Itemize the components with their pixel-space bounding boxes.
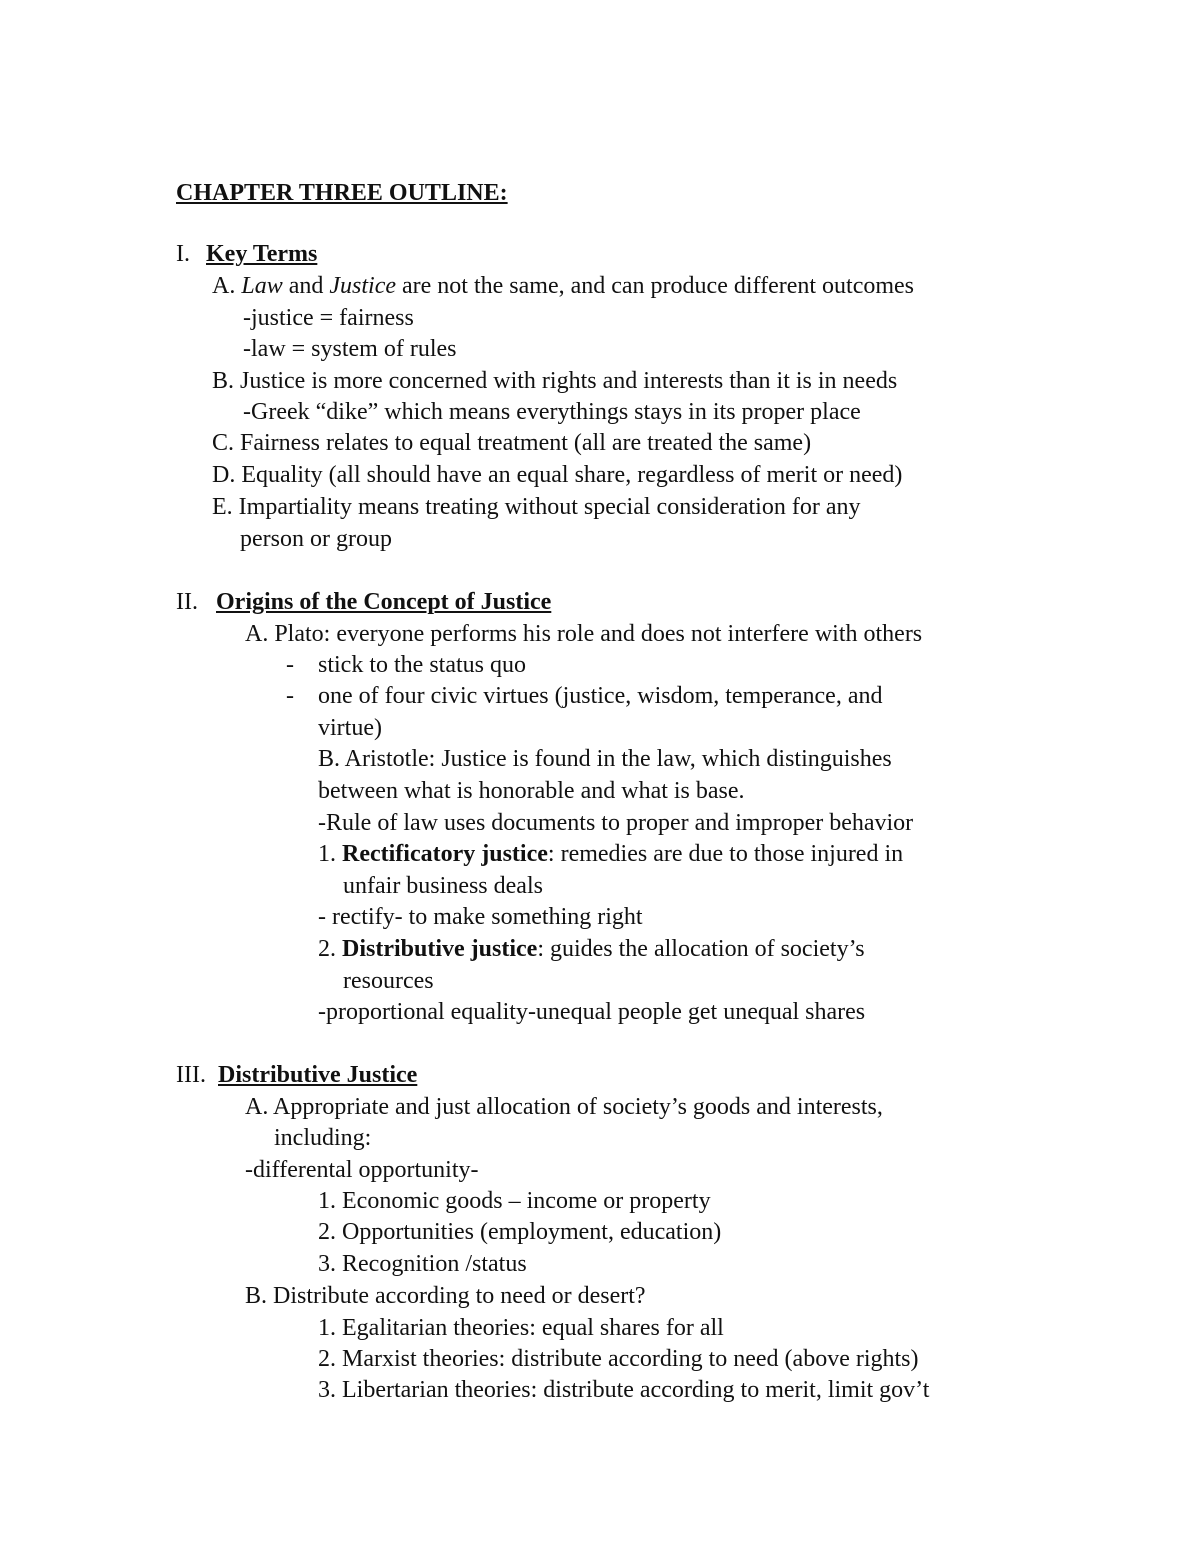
section-3-number: III. [176, 1062, 206, 1088]
s1-item-b: B. Justice is more concerned with rights and interests than it is in needs [212, 368, 898, 394]
s3-a-num-1: 1. Economic goods – income or property [318, 1188, 711, 1214]
section-1-heading: Key Terms [206, 241, 318, 267]
s1-item-a-and: and [282, 273, 330, 299]
s2-num-2 [318, 933, 865, 965]
s1-a-sub-2: -law = system of rules [243, 336, 457, 362]
section-3-heading: Distributive Justice [218, 1062, 418, 1088]
s1-term-law: Law [241, 273, 283, 299]
s3-a-num-2: 2. Opportunities (employment, education) [318, 1219, 722, 1245]
s2-b-sub-1: -Rule of law uses documents to proper and improper behavior [318, 810, 914, 836]
page-title: CHAPTER THREE OUTLINE: [176, 180, 508, 206]
s2-num-1-prefix: 1. [318, 841, 342, 867]
s2-a-dash-1: - [286, 652, 294, 678]
s2-a-sub-2-line-2: virtue) [318, 715, 382, 741]
s2-num-2-rest: : guides the allocation of society’s [537, 936, 865, 962]
s2-item-b-line-1: B. Aristotle: Justice is found in the law, which distinguishes [318, 746, 892, 772]
s1-term-justice: Justice [329, 273, 396, 299]
s2-num-2-prefix: 2. [318, 936, 342, 962]
s3-item-b: B. Distribute according to need or desert? [245, 1283, 646, 1309]
section-2-heading: Origins of the Concept of Justice [216, 589, 552, 615]
s2-a-sub-1: stick to the status quo [318, 652, 526, 678]
s2-item-a: A. Plato: everyone performs his role and does not interfere with others [245, 621, 923, 647]
s2-num-1-sub: - rectify- to make something right [318, 904, 643, 930]
s2-num-2-cont: resources [343, 968, 434, 994]
s1-b-sub-1: -Greek “dike” which means everythings stays in its proper place [243, 399, 861, 425]
s1-item-a-prefix: A. [212, 273, 242, 299]
s3-b-num-2: 2. Marxist theories: distribute according to need (above rights) [318, 1346, 919, 1372]
s1-item-e-line-2: person or group [240, 526, 392, 552]
s3-b-num-1: 1. Egalitarian theories: equal shares for all [318, 1315, 724, 1341]
s3-item-a-line-1: A. Appropriate and just allocation of society’s goods and interests, [245, 1094, 883, 1120]
s1-item-d: D. Equality (all should have an equal share, regardless of merit or need) [212, 462, 903, 488]
s2-a-dash-2: - [286, 683, 294, 709]
s3-item-a-line-2: including: [274, 1125, 372, 1151]
s2-num-2-sub: -proportional equality-unequal people get unequal shares [318, 999, 866, 1025]
s1-item-a-rest: are not the same, and can produce different outcomes [396, 273, 915, 299]
s1-item-c: C. Fairness relates to equal treatment (all are treated the same) [212, 430, 812, 456]
s1-a-sub-1: -justice = fairness [243, 305, 414, 331]
s3-differental: -differental opportunity- [245, 1157, 479, 1183]
s1-item-a [212, 270, 914, 302]
s2-num-1-cont: unfair business deals [343, 873, 543, 899]
section-1-number: I. [176, 241, 190, 267]
s2-term-rectificatory: Rectificatory justice [342, 841, 548, 867]
section-2-number: II. [176, 589, 198, 615]
s2-item-b-line-2: between what is honorable and what is base. [318, 778, 745, 804]
s2-num-1-rest: : remedies are due to those injured in [547, 841, 904, 867]
s3-b-num-3: 3. Libertarian theories: distribute according to merit, limit gov’t [318, 1377, 930, 1403]
s2-a-sub-2-line-1: one of four civic virtues (justice, wisdom, temperance, and [318, 683, 883, 709]
s2-term-distributive: Distributive justice [342, 936, 538, 962]
s2-num-1 [318, 838, 903, 870]
s3-a-num-3: 3. Recognition /status [318, 1251, 527, 1277]
s1-item-e-line-1: E. Impartiality means treating without special consideration for any [212, 494, 861, 520]
